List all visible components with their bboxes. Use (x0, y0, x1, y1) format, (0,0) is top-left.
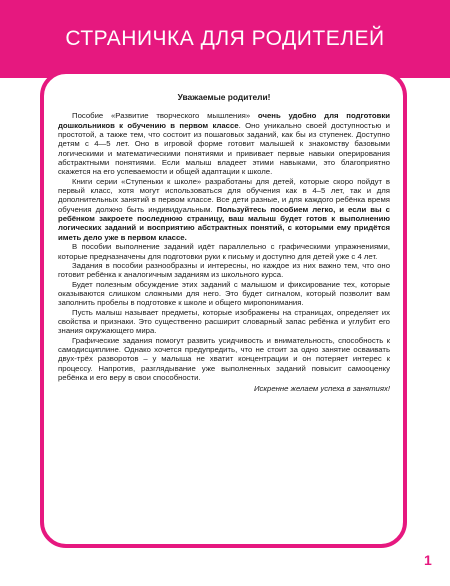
paragraph-7: Графические задания помогут развить усидчивость и внимательность, способность к самодисциплине. Однако хочется предупредить, что не стоит за одно занятие осваивать двух-трёх разворотов – у малыша не хватит концентрации и он потеряет интерес к процессу. Напротив, разглядывание уже выполненных заданий повысит самооценку ребёнка и его веру в свои способности. (58, 335, 390, 382)
paragraph-1 (58, 111, 390, 176)
paragraph-1-end: . Оно уникально своей доступностью и простотой, а также тем, что состоит из пошаговых заданий, как бы из ступенек. Доступно детям с 4—5 лет. Оно в игровой форме готовит малышей к знакомству базовыми логическими и математическими понятиями и прививает первые навыки оперирования абстрактными понятиями. Если малыш владеет этими навыками, это благоприятно скажется на его успеваемости и общей адаптации к школе. (58, 120, 390, 177)
paragraph-4: Задания в пособии разнообразны и интересны, но каждое из них важно тем, что оно готовит ребёнка к аналогичным заданиям из школьного курса. (58, 260, 390, 280)
header-banner (0, 0, 450, 78)
paragraph-2-start: Книги серии «Ступеньки к школе» разработаны для детей, которые скоро пойдут в первый класс, хотя могут использоваться для обучения как в 4–5 лет, так и для дополнительных занятий в первом классе. Все дети разные, и для каждого ребёнка время обучения должно быть индивидуальным. (58, 176, 390, 214)
letter-body (58, 93, 390, 394)
paragraph-2-emphasis: Пользуйтесь пособием легко, и если вы с ребёнком закроете последнюю страницу, ваш малыш будет готов к выполнению логических заданий и восприятию абстрактных понятий, с которыми ему придётся иметь дело уже в первом классе. (58, 204, 390, 242)
paragraph-1-emphasis: очень удобно для подготовки дошкольников к обучению в первом классе (58, 111, 390, 130)
paragraph-2 (58, 177, 390, 242)
page-number: 1 (424, 552, 432, 568)
paragraph-3: В пособии выполнение заданий идёт параллельно с графическими упражнениями, которые предназначены для подготовки руки к письму и доступно для детей уже с 4 лет. (58, 242, 390, 261)
paragraph-5: Будет полезным обсуждение этих заданий с малышом и фиксирование тех, которые оказываются слишком сложными для него. Это будет сигналом, который позволит вам заполнить пробелы в подготовке к школе и общего миропонимания. (58, 279, 390, 308)
page-title: СТРАНИЧКА ДЛЯ РОДИТЕЛЕЙ (65, 27, 385, 50)
paragraph-1-start: Пособие «Развитие творческого мышления» (72, 111, 258, 121)
letter-closing: Искренне желаем успеха в занятиях! (253, 384, 390, 394)
paragraph-6: Пусть малыш называет предметы, которые изображены на страницах, определяет их свойства и признаки. Это существенно расширит словарный запас ребёнка и углубит его знания окружающего мира. (58, 307, 390, 336)
letter-greeting: Уважаемые родители! (177, 92, 271, 102)
